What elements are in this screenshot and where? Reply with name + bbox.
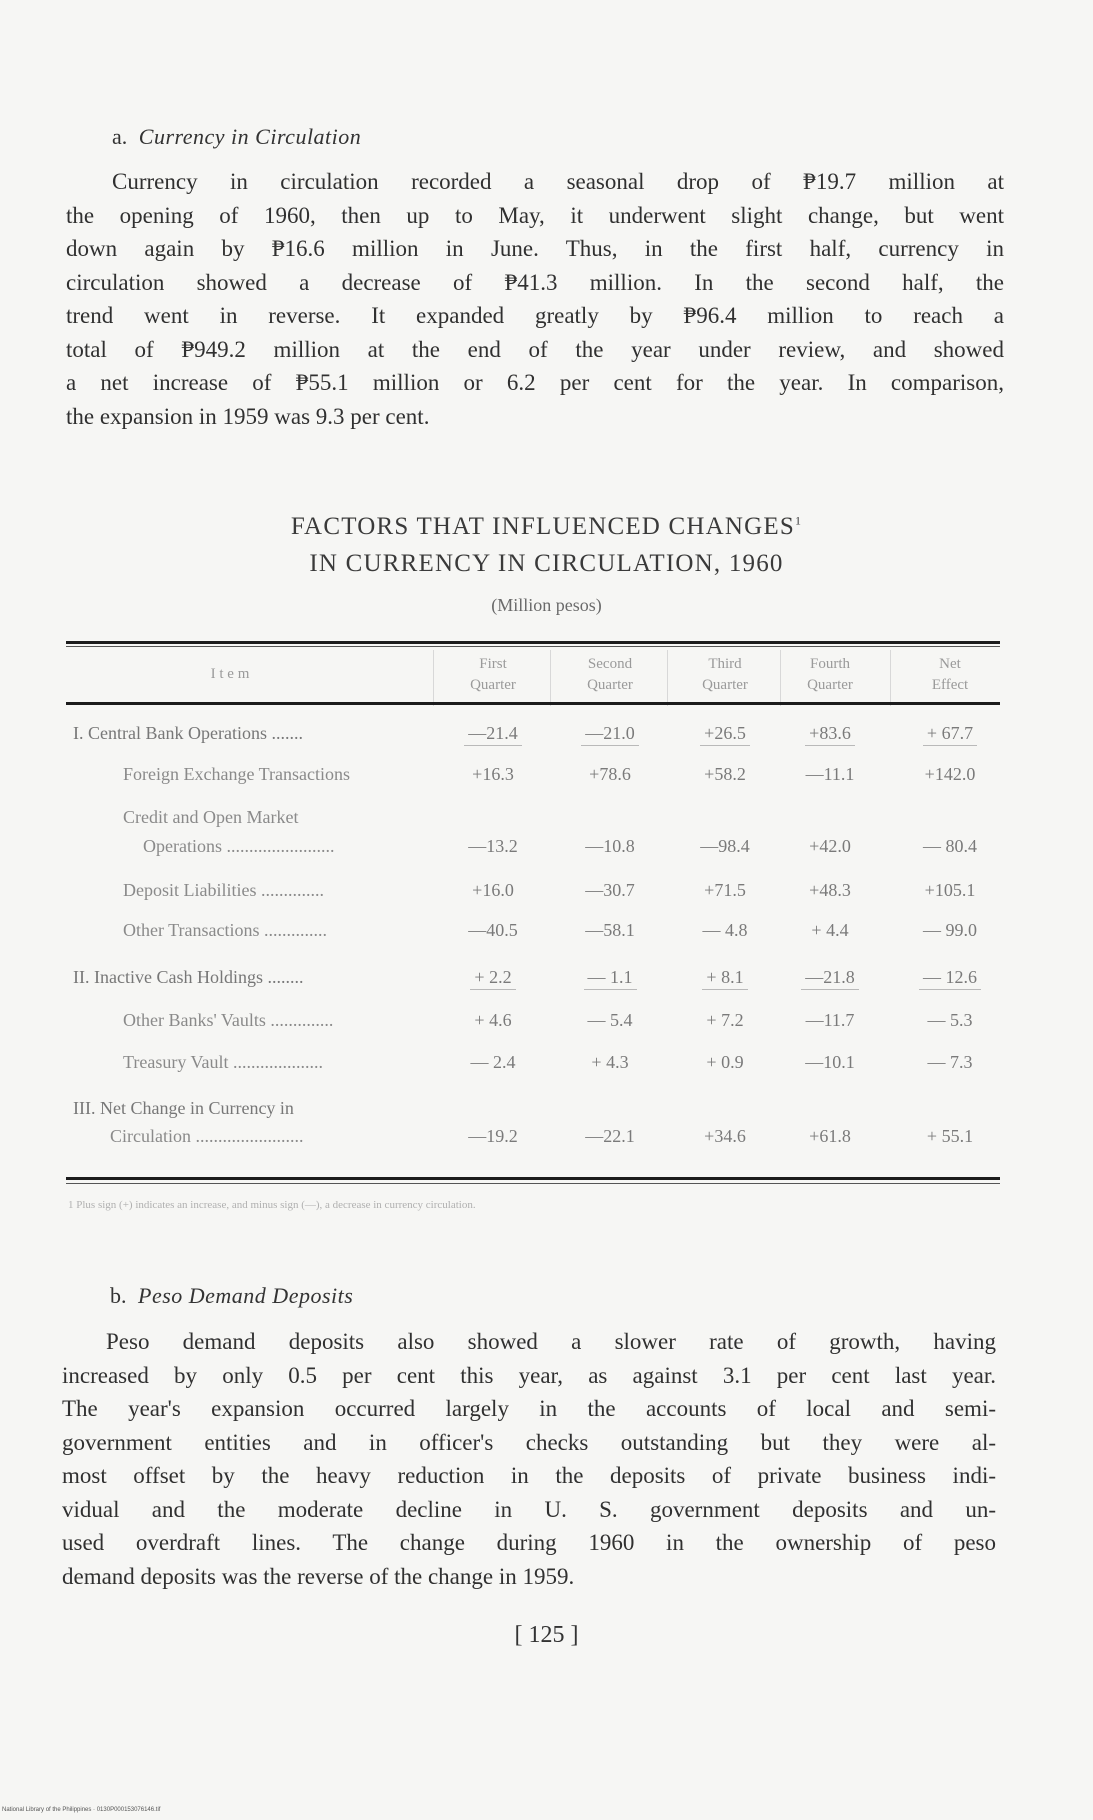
paragraph-line: demand deposits was the reverse of the change in 1959. (62, 1563, 575, 1589)
row-label: I. Central Bank Operations ....... (73, 723, 303, 743)
paragraph-line: a net increase of ₱55.1 million or 6.2 per cent for the year. In comparison, (66, 370, 1004, 395)
page-number: [ 125 ] (514, 1622, 579, 1648)
row-value: — 4.8 (702, 920, 748, 940)
row-value: — 5.3 (927, 1010, 973, 1030)
paragraph-line: trend went in reverse. It expanded greatly by ₱96.4 million to reach a (66, 303, 1004, 328)
section-a-paragraph (66, 165, 1004, 433)
row-value: — 5.4 (587, 1010, 633, 1030)
table-title-footnote-mark: 1 (794, 513, 803, 528)
paragraph-line: Peso demand deposits also showed a slower rate of growth, having (106, 1329, 996, 1354)
row-value: — 2.4 (470, 1052, 516, 1072)
scan-imprint: National Library of the Philippines · 0130P000153076146.tif (2, 1807, 161, 1813)
row-label: Circulation ........................ (110, 1126, 304, 1146)
row-label: Foreign Exchange Transactions (123, 764, 350, 784)
column-header-q1: First Quarter (470, 656, 516, 693)
paragraph-line: increased by only 0.5 per cent this year, as against 3.1 per cent last year. (62, 1362, 996, 1388)
row-label: III. Net Change in Currency in (73, 1098, 294, 1118)
column-separator (890, 650, 891, 706)
row-label: Credit and Open Market (123, 807, 299, 827)
paragraph-line: the expansion in 1959 was 9.3 per cent. (66, 403, 430, 429)
paragraph-line: Currency in circulation recorded a seasonal drop of ₱19.7 million at (112, 169, 1004, 194)
column-separator (550, 650, 551, 706)
section-b-heading (110, 1283, 353, 1309)
column-header-net: Net Effect (931, 656, 969, 693)
row-value: +58.2 (704, 764, 746, 784)
table-subtitle: (Million pesos) (491, 595, 602, 615)
section-a-heading (112, 124, 361, 150)
row-value: —10.8 (585, 836, 635, 856)
row-value: — 99.0 (923, 920, 977, 940)
table-title-text-2: IN CURRENCY IN CIRCULATION, 1960 (309, 550, 784, 577)
paragraph-line: total of ₱949.2 million at the end of the year under review, and showed (66, 336, 1004, 362)
row-value: + 55.1 (926, 1126, 974, 1146)
row-value: +142.0 (924, 764, 976, 784)
paragraph-line: the opening of 1960, then up to May, it underwent slight change, but went (66, 202, 1004, 228)
table-footnote: 1 Plus sign (+) indicates an increase, and minus sign (—), a decrease in currency circulation. (68, 1199, 476, 1211)
row-value: + 2.2 (443, 967, 543, 988)
table-title-line2 (0, 550, 1093, 578)
section-b-letter: b. (110, 1283, 127, 1308)
paragraph-line: most offset by the heavy reduction in the deposits of private business indi- (62, 1463, 996, 1488)
row-value: —11.1 (805, 764, 855, 784)
table-bottom-rule-thin (66, 1183, 1000, 1184)
table-title-text: FACTORS THAT INFLUENCED CHANGES (290, 513, 795, 540)
row-value: —22.1 (585, 1126, 635, 1146)
paragraph-line: circulation showed a decrease of ₱41.3 million. In the second half, the (66, 269, 1004, 295)
row-value: + 0.9 (706, 1052, 744, 1072)
paragraph-line: government entities and in officer's checks outstanding but they were al- (62, 1429, 996, 1455)
row-value: + 8.1 (675, 967, 775, 988)
row-value: +78.6 (589, 764, 631, 784)
table-header-rule (66, 702, 1000, 705)
section-b-paragraph (62, 1325, 996, 1593)
row-value: +16.0 (472, 880, 514, 900)
row-label: Other Transactions .............. (123, 920, 327, 940)
row-value: +16.3 (472, 764, 514, 784)
row-value: —21.8 (780, 967, 880, 988)
section-a-title: Currency in Circulation (138, 124, 362, 149)
row-value: +42.0 (809, 836, 851, 856)
column-header-q4: Fourth Quarter (807, 656, 853, 693)
row-value: +105.1 (924, 880, 976, 900)
paragraph-line: vidual and the moderate decline in U. S. government deposits and un- (62, 1496, 996, 1522)
row-label: Operations ........................ (143, 836, 335, 856)
row-value: —21.4 (443, 723, 543, 744)
row-value: +61.8 (809, 1126, 851, 1146)
row-value: +83.6 (780, 723, 880, 744)
table-bottom-rule (66, 1177, 1000, 1180)
row-value: —40.5 (468, 920, 518, 940)
row-value: + 4.4 (811, 920, 849, 940)
row-label: II. Inactive Cash Holdings ........ (73, 967, 304, 987)
column-separator (433, 650, 434, 706)
row-value: —58.1 (585, 920, 635, 940)
row-value: + 67.7 (900, 723, 1000, 744)
section-b-title: Peso Demand Deposits (138, 1283, 354, 1308)
row-value: +34.6 (704, 1126, 746, 1146)
table-top-rule (66, 641, 1000, 644)
paragraph-line: used overdraft lines. The change during 1960 in the ownership of peso (62, 1530, 996, 1555)
row-value: +71.5 (704, 880, 746, 900)
row-value: —13.2 (468, 836, 518, 856)
row-value: — 80.4 (923, 836, 977, 856)
row-value: — 12.6 (900, 967, 1000, 988)
column-header-q2: Second Quarter (587, 656, 633, 693)
row-value: +48.3 (809, 880, 851, 900)
row-value: —10.1 (805, 1052, 855, 1072)
row-value: + 4.6 (474, 1010, 512, 1030)
row-value: + 4.3 (591, 1052, 629, 1072)
row-label: Treasury Vault .................... (123, 1052, 324, 1072)
row-value: +26.5 (675, 723, 775, 744)
column-separator (667, 650, 668, 706)
row-value: — 7.3 (927, 1052, 973, 1072)
section-a-letter: a. (112, 124, 128, 149)
row-value: —19.2 (468, 1126, 518, 1146)
paragraph-line: down again by ₱16.6 million in June. Thus, in the first half, currency in (66, 236, 1004, 261)
column-header-q3: Third Quarter (702, 656, 748, 693)
paragraph-line: The year's expansion occurred largely in the accounts of local and semi- (62, 1396, 996, 1421)
row-value: —98.4 (700, 836, 750, 856)
row-label: Other Banks' Vaults .............. (123, 1010, 334, 1030)
row-value: —30.7 (585, 880, 635, 900)
row-label: Deposit Liabilities .............. (123, 880, 324, 900)
row-value: —11.7 (805, 1010, 855, 1030)
table-title-line1 (0, 513, 1093, 541)
column-header-item: I t e m (210, 666, 250, 682)
row-value: — 1.1 (560, 967, 660, 988)
row-value: —21.0 (560, 723, 660, 744)
row-value: + 7.2 (706, 1010, 744, 1030)
table-top-rule-thin (66, 646, 1000, 647)
